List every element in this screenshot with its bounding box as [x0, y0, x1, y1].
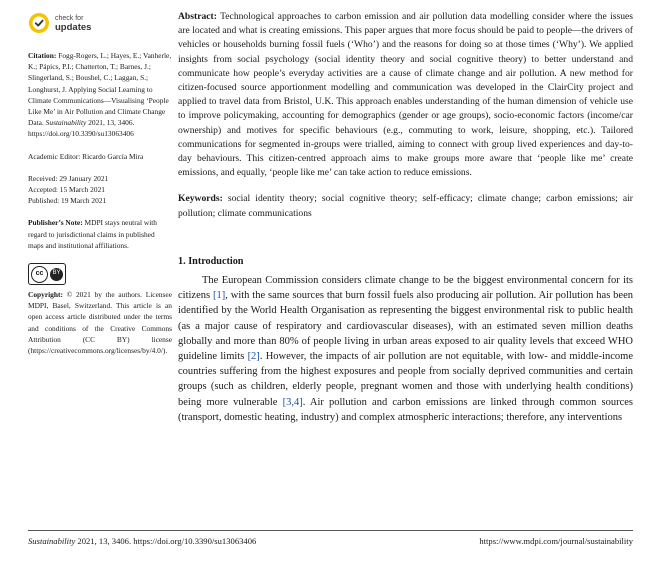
accepted-date: Accepted: 15 March 2021 — [28, 185, 105, 195]
keywords-label: Keywords: — [178, 193, 223, 205]
keywords — [178, 192, 633, 220]
introduction-paragraph — [178, 273, 633, 425]
updates-line1: check for — [55, 15, 84, 22]
copyright-text: © 2021 by the authors. Licensee MDPI, Basel, Switzerland. This article is an open access article distributed under the terms and conditions of the Creative Commons Attribution (CC BY) license (https://creativecommons.org/licenses/by/4.0/). — [28, 290, 172, 356]
reference-link-1[interactable]: [1] — [212, 290, 226, 302]
citation-authors: Fogg-Rogers, L.; Hayes, E.; Vanherle, K.; Pápics, P.I.; Chatterton, T.; Barnes, J.; Slingerland, S.; Boushel, C.; Laggan, S.; Longhurst, J. Applying Social Learning to Climate Communications—Visualising ‘People Like Me’ in Air Pollution and Climate Change Data. — [28, 51, 172, 128]
academic-editor: Academic Editor: Ricardo García Mira — [28, 151, 144, 161]
citation-label: Citation: — [28, 51, 57, 60]
citation-year-vol: 2021, 13, — [88, 118, 116, 128]
citation-pages[interactable]: 3406. https://doi.org/10.3390/su13063406 — [28, 118, 135, 139]
published-date: Published: 19 March 2021 — [28, 196, 107, 206]
footer-citation — [28, 536, 256, 546]
citation-journal: Sustainability — [45, 118, 87, 128]
received-date: Received: 29 January 2021 — [28, 173, 109, 183]
intro-text-3: . However, the impacts of air pollution are not equitable, with low- and middle-income countries suffering from the highest exposures and people from socially deprived communities and certain groups (such as children, elderly people, pregnant women and those with underlying health conditions) being more vulnerable — [178, 351, 633, 408]
section-heading-introduction: 1. Introduction — [178, 255, 244, 267]
footer-journal-url[interactable]: https://www.mdpi.com/journal/sustainability — [479, 536, 633, 546]
check-updates-icon — [28, 12, 50, 34]
intro-text-1: The European Commission considers climate change to be the biggest environmental concern for its citizens — [178, 275, 633, 302]
main-content — [178, 10, 633, 425]
footer-citation-text[interactable]: 2021, 13, 3406. https://doi.org/10.3390/su13063406 — [75, 536, 257, 546]
publisher-note-label: Publisher’s Note: — [28, 218, 83, 228]
reference-link-2[interactable]: [2] — [247, 351, 260, 363]
footer-divider — [28, 530, 633, 531]
abstract — [178, 10, 633, 180]
publisher-note — [28, 217, 172, 251]
citation-block — [28, 50, 172, 140]
intro-text-4: . Air pollution and carbon emissions are linked through common sources (transport, domestic heating, industry) and complex atmospheric interactions; therefore, any interventions — [178, 396, 634, 423]
updates-line2: updates — [55, 22, 92, 33]
page-footer — [28, 536, 633, 546]
abstract-text: Technological approaches to carbon emission and air pollution data modelling consider where the issues are located and what is creating emissions. This paper argues that more focus should be paid to people—the drivers of vehicles or households burning fossil fuels (‘Who’) and the reasons for doing so at those times (‘Why’). We applied insights from social psychology (social identity theory and social cognitive theory) to better understand and communicate how people’s everyday activities are a cause of climate change and air pollution. A new method for citizen-focused source apportionment modelling and communication was developed in the ClairCity project and applied to travel data from Bristol, U.K. This approach enables understanding of the human dimension of vehicle use to improve policymaking, accounting for demographics (gender or age groups), socio-economic factors (income/car ownership) and motives for specific behaviours (e.g., commuting to work, leisure, shopping, etc.). Tailored communications for segmented in-groups were trialled, aiming to connect with group lived experiences and day-to-day behaviours. This citizen-centred approach aims to make groups more aware that ‘people like me’ create emissions, and equally, ‘people like me’ can take action to reduce emissions. — [178, 11, 633, 179]
intro-text-2: , with the same sources that burn fossil fuels also producing air pollution. Air pollution has been identified by the World Health Organisation as representing the biggest environmental risk to public health (as a major cause of respiratory and cardiovascular diseases), with an estimated seven million deaths globally and more than 80% of people living in urban areas exposed to air quality levels that exceed WHO guideline limits — [178, 290, 633, 363]
check-for-updates-badge[interactable] — [28, 10, 172, 36]
by-icon: BY — [50, 268, 63, 281]
copyright-label: Copyright: — [28, 290, 63, 300]
cc-by-license-badge[interactable] — [28, 263, 66, 285]
sidebar — [28, 10, 172, 356]
publisher-note-text: MDPI stays neutral with regard to jurisdictional claims in published maps and institutional affiliations. — [28, 218, 157, 250]
cc-icon: cc — [31, 266, 48, 283]
abstract-label: Abstract: — [178, 11, 217, 22]
reference-link-3-4[interactable]: [3,4] — [282, 396, 303, 408]
copyright-notice — [28, 289, 172, 356]
keywords-text: social identity theory; social cognitive theory; self-efficacy; climate change; carbon emissions; air pollution; climate communications — [178, 193, 633, 219]
footer-journal: Sustainability — [28, 536, 76, 546]
